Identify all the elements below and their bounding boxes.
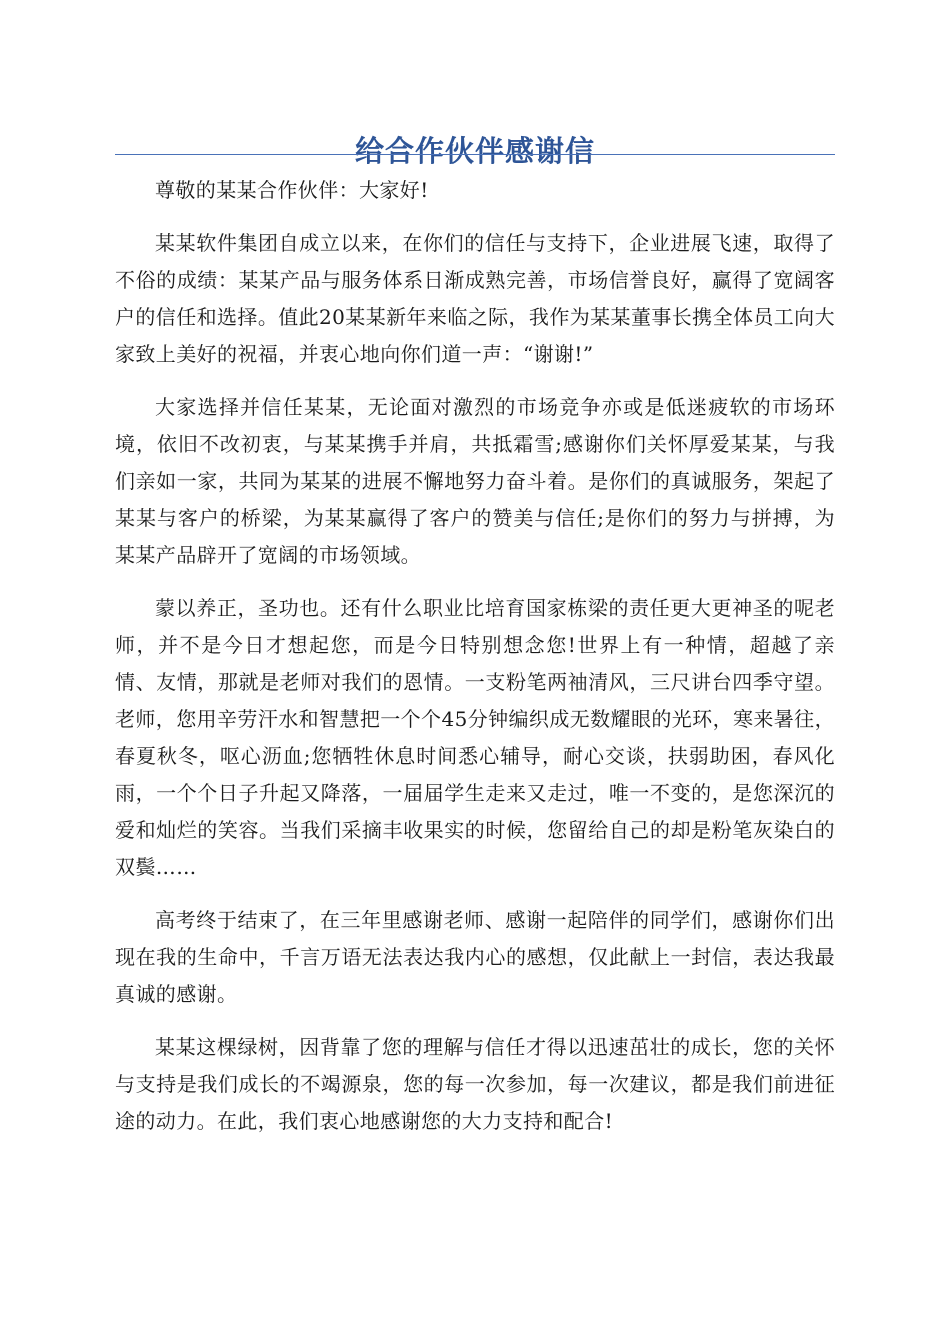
document-body	[115, 172, 835, 1156]
body-paragraph-5: 某某这棵绿树，因背靠了您的理解与信任才得以迅速茁壮的成长，您的关怀与支持是我们成长的不竭源泉，您的每一次参加，每一次建议，都是我们前进征途的动力。在此，我们衷心地感谢您的大力支持和配合!	[115, 1035, 835, 1133]
salutation-paragraph: 尊敬的某某合作伙伴：大家好!	[155, 178, 429, 202]
title-underline-divider	[115, 154, 835, 155]
body-paragraph-3: 蒙以养正，圣功也。还有什么职业比培育国家栋梁的责任更大更神圣的呢老师，并不是今日才想起您，而是今日特别想念您!世界上有一种情，超越了亲情、友情，那就是老师对我们的恩情。一支粉笔两袖清风，三尺讲台四季守望。老师，您用辛劳汗水和智慧把一个个45分钟编织成无数耀眼的光环，寒来暑往，春夏秋冬，呕心沥血;您牺牲休息时间悉心辅导，耐心交谈，扶弱助困，春风化雨，一个个日子升起又降落，一届届学生走来又走过，唯一不变的，是您深沉的爱和灿烂的笑容。当我们采摘丰收果实的时候，您留给自己的却是粉笔灰染白的双鬓……	[115, 596, 835, 879]
body-paragraph-4: 高考终于结束了，在三年里感谢老师、感谢一起陪伴的同学们，感谢你们出现在我的生命中，千言万语无法表达我内心的感想，仅此献上一封信，表达我最真诚的感谢。	[115, 908, 835, 1006]
body-paragraph-1: 某某软件集团自成立以来，在你们的信任与支持下，企业进展飞速，取得了不俗的成绩：某某产品与服务体系日渐成熟完善，市场信誉良好，赢得了宽阔客户的信任和选择。值此20某某新年来临之际，我作为某某董事长携全体员工向大家致上美好的祝福，并衷心地向你们道一声：“谢谢!”	[115, 231, 835, 366]
document-title: 给合作伙伴感谢信	[354, 134, 595, 169]
body-paragraph-2: 大家选择并信任某某，无论面对激烈的市场竞争亦或是低迷疲软的市场环境，依旧不改初衷，与某某携手并肩，共抵霜雪;感谢你们关怀厚爱某某，与我们亲如一家，共同为某某的进展不懈地努力奋斗着。是你们的真诚服务，架起了某某与客户的桥梁，为某某赢得了客户的赞美与信任;是你们的努力与拼搏，为某某产品辟开了宽阔的市场领域。	[115, 395, 835, 567]
